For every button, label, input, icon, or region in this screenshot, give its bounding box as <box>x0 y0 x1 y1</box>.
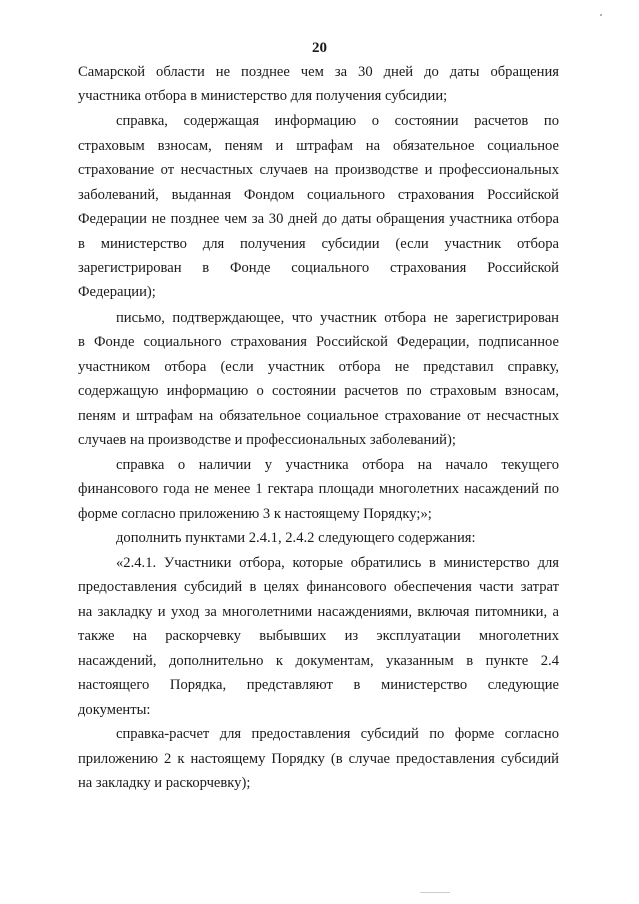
text-line: Федерации); <box>78 284 156 300</box>
scan-speck <box>600 14 602 16</box>
text-line: финансового года не менее 1 гектара площади многолетних насаждений по <box>78 481 559 497</box>
text-line: зарегистрирован в Фонде социального страхования Российской <box>78 260 559 276</box>
text-line: насаждений, дополнительно к документам, указанным в пункте 2.4 <box>78 653 559 669</box>
page-number: 20 <box>312 40 327 56</box>
text-line: случаев на производстве и профессиональных заболеваний); <box>78 432 456 448</box>
text-line: участника отбора в министерство для получения субсидии; <box>78 88 448 104</box>
text-line: «2.4.1. Участники отбора, которые обратились в министерство для <box>116 555 559 571</box>
text-line: дополнить пунктами 2.4.1, 2.4.2 следующего содержания: <box>116 530 476 546</box>
text-line: настоящего Порядка, представляют в министерство следующие <box>78 677 559 693</box>
text-line: справка о наличии у участника отбора на начало текущего <box>116 457 559 473</box>
text-line: Самарской области не позднее чем за 30 дней до даты обращения <box>78 64 559 80</box>
text-line: на закладку и уход за многолетними насаждениями, включая питомники, а <box>78 604 559 620</box>
text-line: документы: <box>78 702 151 718</box>
text-line: справка-расчет для предоставления субсидий по форме согласно <box>116 726 559 742</box>
text-line: страховым взносам, пеням и штрафам на обязательное социальное <box>78 138 559 154</box>
text-line: заболеваний, выданная Фондом социального страхования Российской <box>78 187 559 203</box>
text-line: Федерации не позднее чем за 30 дней до даты обращения участника отбора <box>78 211 559 227</box>
text-line: в Фонде социального страхования Российской Федерации, подписанное <box>78 334 559 350</box>
text-line: предоставления субсидий в целях финансового обеспечения части затрат <box>78 579 559 595</box>
text-line: приложению 2 к настоящему Порядку (в случае предоставления субсидий <box>78 751 559 767</box>
text-line: страхование от несчастных случаев на производстве и профессиональных <box>78 162 559 178</box>
text-line: также на раскорчевку выбывших из эксплуатации многолетних <box>78 628 559 644</box>
text-line: пеням и штрафам на обязательное социальное страхование от несчастных <box>78 408 559 424</box>
text-line: содержащую информацию о состоянии расчетов по страховым взносам, <box>78 383 559 399</box>
text-line: в министерство для получения субсидии (если участник отбора <box>78 236 559 252</box>
scan-speck <box>420 892 450 893</box>
text-line: письмо, подтверждающее, что участник отбора не зарегистрирован <box>116 310 559 326</box>
text-line: справка, содержащая информацию о состоянии расчетов по <box>116 113 559 129</box>
text-line: на закладку и раскорчевку); <box>78 775 251 791</box>
text-line: участником отбора (если участник отбора не представил справку, <box>78 359 559 375</box>
text-line: форме согласно приложению 3 к настоящему Порядку;»; <box>78 506 432 522</box>
